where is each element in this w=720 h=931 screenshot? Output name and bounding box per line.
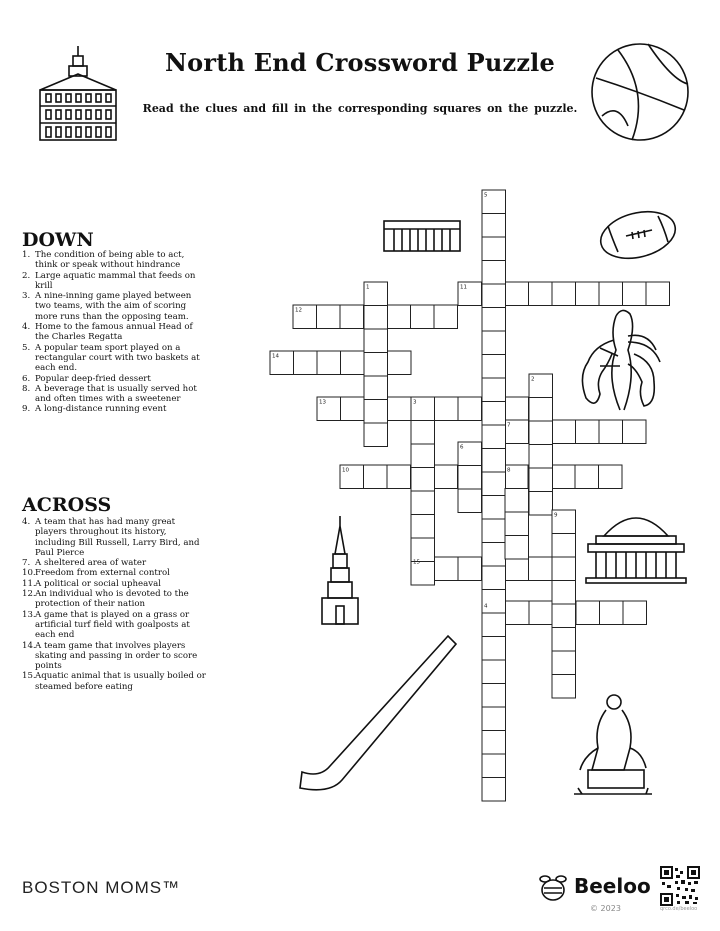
crossword-cell[interactable] <box>482 566 506 590</box>
crossword-cell[interactable] <box>575 465 599 489</box>
crossword-cell[interactable] <box>341 351 365 375</box>
clue-text: A team game that involves players skating and passing in order to score points <box>35 640 198 672</box>
crossword-cell[interactable] <box>505 536 529 560</box>
crossword-cell[interactable] <box>482 425 506 449</box>
qr-code-icon <box>660 866 700 906</box>
clue-number: 3. <box>22 291 31 302</box>
crossword-cell[interactable] <box>599 420 623 444</box>
crossword-cell[interactable] <box>458 397 482 421</box>
across-clue <box>22 610 208 641</box>
clue-number: 1. <box>22 250 31 260</box>
down-clue <box>22 374 208 384</box>
across-clue <box>22 671 208 692</box>
crossword-cell[interactable] <box>576 420 600 444</box>
crossword-cell[interactable] <box>529 445 553 469</box>
crossword-cell[interactable] <box>482 707 506 731</box>
across-heading: ACROSS <box>22 494 112 516</box>
crossword-cell[interactable] <box>529 492 553 516</box>
crossword-cell[interactable] <box>552 557 576 581</box>
clue-number: 15. <box>22 671 36 682</box>
clue-text: The condition of being able to act, think or speak without hindrance <box>35 250 185 271</box>
crossword-cell[interactable] <box>505 282 529 306</box>
clue-text: A game that is played on a grass or artificial turf field with goalposts at each end <box>35 609 190 641</box>
clue-number: 11. <box>22 578 36 589</box>
crossword-cell[interactable] <box>482 754 506 778</box>
crossword-cell[interactable] <box>293 305 317 329</box>
crossword-cell[interactable] <box>482 237 506 261</box>
crossword-cell[interactable] <box>435 557 459 581</box>
clue-text: A popular team sport played on a rectangular court with two baskets at each end. <box>35 342 200 374</box>
crossword-cell[interactable] <box>505 465 529 489</box>
cell-number: 11 <box>460 284 467 291</box>
crossword-cell[interactable] <box>411 538 435 562</box>
crossword-cell[interactable] <box>552 465 576 489</box>
across-clue <box>22 589 208 610</box>
crossword-cell[interactable] <box>411 444 435 468</box>
cell-number: 7 <box>507 422 511 429</box>
crossword-cell[interactable] <box>623 282 647 306</box>
crossword-cell[interactable] <box>482 378 506 402</box>
clue-text: Large aquatic mammal that feeds on krill <box>35 270 196 291</box>
down-clue-list <box>22 250 208 415</box>
crossword-cell[interactable] <box>600 601 624 625</box>
crossword-cell[interactable] <box>529 398 553 422</box>
crossword-cell[interactable] <box>270 351 294 375</box>
crossword-cell[interactable] <box>388 351 412 375</box>
clue-number: 2. <box>22 270 31 281</box>
crossword-cell[interactable] <box>482 261 506 285</box>
crossword-cell[interactable] <box>458 442 482 466</box>
crossword-cell[interactable] <box>552 534 576 558</box>
crossword-cell[interactable] <box>411 468 435 492</box>
across-clue <box>22 517 208 558</box>
cell-number: 12 <box>295 307 302 314</box>
crossword-cell[interactable] <box>340 305 364 329</box>
crossword-cell[interactable] <box>552 581 576 605</box>
clue-number: 4. <box>22 517 31 527</box>
crossword-cell[interactable] <box>482 778 506 802</box>
crossword-cell[interactable] <box>482 519 506 543</box>
football-icon <box>596 208 680 262</box>
boston-moms-logo: BOSTON MOMS™ <box>22 878 181 897</box>
clue-number: 12. <box>22 589 36 600</box>
crossword-cell[interactable] <box>387 305 411 329</box>
clue-text: A sheltered area of water <box>35 558 147 569</box>
crossword-cell[interactable] <box>364 353 388 377</box>
clue-number: 9. <box>22 404 31 415</box>
crossword-cell[interactable] <box>505 512 529 536</box>
crossword-cell[interactable] <box>623 420 647 444</box>
crossword-cell[interactable] <box>482 660 506 684</box>
crossword-cell[interactable] <box>364 423 388 447</box>
crossword-cell[interactable] <box>482 190 506 214</box>
clue-text: Home to the famous annual Head of the Charles Regatta <box>35 322 193 343</box>
crossword-cell[interactable] <box>364 400 388 424</box>
down-clue <box>22 271 208 292</box>
crossword-cell[interactable] <box>364 376 388 400</box>
crossword-cell[interactable] <box>411 491 435 515</box>
copyright-text: © 2023 <box>590 904 621 913</box>
clue-text: Popular deep-fried dessert <box>35 373 151 384</box>
crossword-cell[interactable] <box>482 472 506 496</box>
crossword-cell[interactable] <box>364 329 388 353</box>
crossword-cell[interactable] <box>482 355 506 379</box>
crossword-cell[interactable] <box>364 282 388 306</box>
crossword-cell[interactable] <box>411 559 435 586</box>
bee-logo-icon <box>537 874 569 904</box>
cell-number: 8 <box>507 467 511 474</box>
cell-number: 2 <box>531 376 535 383</box>
crossword-cell[interactable] <box>599 465 623 489</box>
crossword-cell[interactable] <box>505 397 529 421</box>
crossword-cell[interactable] <box>552 651 576 675</box>
down-clue <box>22 404 208 414</box>
state-house-icon <box>380 215 464 255</box>
clue-text: An individual who is devoted to the protection of their nation <box>35 589 189 610</box>
clue-text: A nine-inning game played between two teams, with the aim of scoring more runs than the opposing team. <box>35 291 192 322</box>
crossword-cell[interactable] <box>529 557 553 581</box>
crossword-cell[interactable] <box>434 305 458 329</box>
crossword-cell[interactable] <box>505 420 529 444</box>
crossword-cell[interactable] <box>364 306 388 330</box>
crossword-cell[interactable] <box>482 637 506 661</box>
crossword-cell[interactable] <box>411 421 435 445</box>
crossword-cell[interactable] <box>482 331 506 355</box>
page-title: North End Crossword Puzzle <box>165 48 555 77</box>
crossword-cell[interactable] <box>482 284 506 308</box>
across-clue <box>22 558 208 568</box>
crossword-cell[interactable] <box>482 402 506 426</box>
clue-text: Aquatic animal that is usually boiled or steamed before eating <box>35 671 206 692</box>
crossword-cell[interactable] <box>646 282 670 306</box>
crossword-cell[interactable] <box>411 305 435 329</box>
crossword-cell[interactable] <box>552 510 576 534</box>
crossword-cell[interactable] <box>599 282 623 306</box>
clue-number: 10. <box>22 568 36 579</box>
hockey-stick-icon <box>296 630 458 796</box>
down-clue <box>22 250 208 271</box>
crossword-cell[interactable] <box>482 684 506 708</box>
mit-dome-icon <box>582 506 690 584</box>
clue-text: A long-distance running event <box>35 404 167 415</box>
across-clue <box>22 641 208 672</box>
down-clue <box>22 322 208 343</box>
faneuil-hall-icon <box>36 44 120 144</box>
cell-number: 10 <box>342 467 349 474</box>
clue-number: 7. <box>22 558 31 569</box>
crossword-cell[interactable] <box>482 613 506 637</box>
cell-number: 3 <box>413 399 417 406</box>
crossword-cell[interactable] <box>482 731 506 755</box>
crossword-cell[interactable] <box>341 397 365 421</box>
crossword-cell[interactable] <box>364 465 388 489</box>
crossword-cell[interactable] <box>294 351 318 375</box>
crossword-cell[interactable] <box>388 397 412 421</box>
crossword-cell[interactable] <box>411 397 435 421</box>
clue-text: Freedom from external control <box>35 568 170 579</box>
crossword-cell[interactable] <box>505 557 529 581</box>
qr-caption: qrco.de/beeloo <box>660 906 698 912</box>
cell-number: 5 <box>484 192 488 199</box>
cell-number: 14 <box>272 353 279 360</box>
crossword-cell[interactable] <box>458 282 482 306</box>
crossword-cell[interactable] <box>434 465 458 489</box>
crossword-cell[interactable] <box>482 496 506 520</box>
crossword-cell[interactable] <box>458 466 482 490</box>
crossword-cell[interactable] <box>552 628 576 652</box>
crossword-cell[interactable] <box>552 675 576 699</box>
crossword-cell[interactable] <box>529 421 553 445</box>
crossword-cell[interactable] <box>482 543 506 567</box>
church-steeple-icon <box>318 514 362 626</box>
clue-text: A political or social upheaval <box>35 578 161 589</box>
crossword-cell[interactable] <box>482 214 506 238</box>
across-clue <box>22 579 208 589</box>
crossword-cell[interactable] <box>317 397 341 421</box>
down-heading: DOWN <box>22 229 94 251</box>
crossword-cell[interactable] <box>623 601 647 625</box>
down-clue <box>22 291 208 322</box>
crossword-cell[interactable] <box>529 601 553 625</box>
crossword-cell[interactable] <box>552 420 576 444</box>
crossword-cell[interactable] <box>387 465 411 489</box>
lobster-icon <box>576 306 666 416</box>
crossword-cell[interactable] <box>529 374 553 398</box>
crossword-cell[interactable] <box>576 601 600 625</box>
crossword-cell[interactable] <box>576 282 600 306</box>
crossword-cell[interactable] <box>505 489 529 513</box>
crossword-cell[interactable] <box>482 590 506 614</box>
clue-text: A beverage that is usually served hot and often times with a sweetener <box>35 383 197 405</box>
crossword-cell[interactable] <box>552 282 576 306</box>
crossword-cell[interactable] <box>317 305 341 329</box>
basketball-icon <box>588 40 692 144</box>
cell-number: 4 <box>484 603 488 610</box>
instructions: Read the clues and fill in the corresponding squares on the puzzle. <box>142 102 578 115</box>
down-clue <box>22 343 208 374</box>
crossword-cell[interactable] <box>435 397 459 421</box>
across-clue-list <box>22 517 208 692</box>
crossword-cell[interactable] <box>411 515 435 539</box>
cell-number: 6 <box>460 444 464 451</box>
cell-number: 1 <box>366 284 370 291</box>
crossword-cell[interactable] <box>529 282 553 306</box>
crossword-cell[interactable] <box>529 468 553 492</box>
clue-text: A team that has had many great players throughout its history, including Bill Russell, Larry Bird, and Paul Pierce <box>35 517 200 558</box>
crossword-cell[interactable] <box>552 604 576 628</box>
clue-number: 5. <box>22 342 31 353</box>
cell-number: 9 <box>554 512 558 519</box>
cell-number: 13 <box>319 399 326 406</box>
crossword-cell[interactable] <box>482 449 506 473</box>
crossword-cell[interactable] <box>340 465 364 489</box>
down-clue <box>22 384 208 405</box>
clue-number: 13. <box>22 609 36 620</box>
crossword-cell[interactable] <box>506 601 530 625</box>
cell-number: 15 <box>413 559 420 566</box>
clue-number: 6. <box>22 373 31 384</box>
beeloo-logo: Beeloo <box>574 874 651 898</box>
crossword-cell[interactable] <box>458 489 482 513</box>
crossword-cell[interactable] <box>458 557 482 581</box>
crossword-cell[interactable] <box>317 351 341 375</box>
crossword-cell[interactable] <box>482 308 506 332</box>
clue-number: 14. <box>22 640 36 651</box>
seated-statue-icon <box>568 690 658 798</box>
clue-number: 8. <box>22 383 31 394</box>
across-clue <box>22 568 208 578</box>
clue-number: 4. <box>22 322 31 333</box>
